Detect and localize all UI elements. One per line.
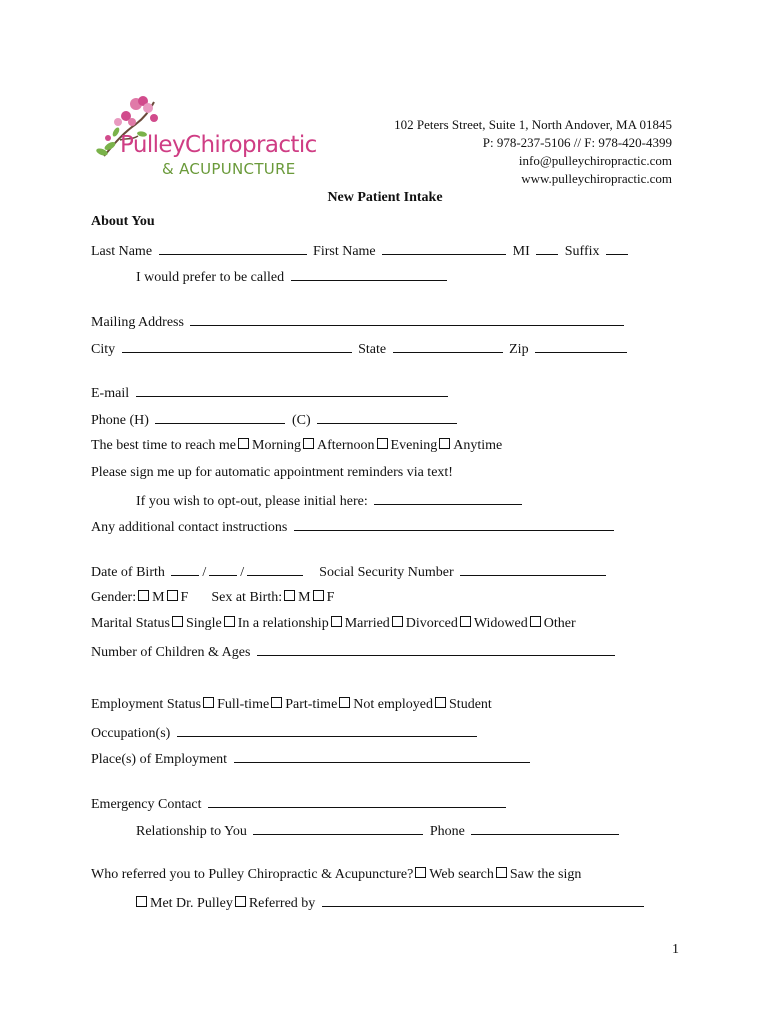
option-sex-f-label: F: [326, 590, 335, 605]
phone-cell-field[interactable]: [317, 411, 457, 424]
email-field[interactable]: [136, 384, 448, 397]
row-referral-2: [136, 894, 647, 912]
option-evening-label: Evening: [390, 438, 438, 453]
form-title: New Patient Intake: [327, 190, 443, 205]
zip-field[interactable]: [535, 340, 627, 353]
city-field[interactable]: [122, 340, 352, 353]
logo-name: PulleyChiropractic: [120, 132, 317, 158]
option-anytime-label: Anytime: [453, 438, 503, 453]
option-saw-sign-label: Saw the sign: [509, 867, 582, 882]
opt-out-initial-field[interactable]: [374, 492, 522, 505]
phone-home-field[interactable]: [155, 411, 285, 424]
checkbox-gender-m[interactable]: [138, 590, 149, 601]
checkbox-not-employed[interactable]: [339, 697, 350, 708]
mailing-address-field[interactable]: [190, 313, 624, 326]
option-full-time-label: Full-time: [217, 697, 270, 712]
ssn-field[interactable]: [460, 563, 606, 576]
option-single-label: Single: [185, 616, 222, 631]
opt-out-label: If you wish to opt-out, please initial here:: [136, 494, 368, 509]
referred-by-label: Referred by: [248, 896, 316, 911]
checkbox-sex-f[interactable]: [313, 590, 324, 601]
checkbox-sex-m[interactable]: [284, 590, 295, 601]
pulley-chiropractic-logo: [96, 94, 366, 184]
row-employment-status: [91, 697, 492, 713]
first-name-field[interactable]: [382, 242, 506, 255]
dob-day-field[interactable]: [209, 563, 237, 576]
page-number: 1: [672, 942, 679, 957]
additional-instructions-label: Any additional contact instructions: [91, 520, 288, 535]
dob-label: Date of Birth: [91, 565, 165, 580]
contact-block: [360, 116, 672, 188]
row-occupation: [91, 724, 480, 742]
checkbox-relationship[interactable]: [224, 616, 235, 627]
option-divorced-label: Divorced: [405, 616, 458, 631]
contact-address: 102 Peters Street, Suite 1, North Andover, MA 01845: [394, 117, 672, 132]
checkbox-married[interactable]: [331, 616, 342, 627]
contact-phone-fax: P: 978-237-5106 // F: 978-420-4399: [482, 135, 672, 150]
referral-label: Who referred you to Pulley Chiropractic & Acupuncture?: [91, 867, 414, 882]
marital-status-label: Marital Status: [91, 616, 170, 631]
gender-label: Gender:: [91, 590, 137, 605]
row-city-state-zip: [91, 340, 630, 358]
contact-email[interactable]: info@pulleychiropractic.com: [518, 153, 672, 168]
checkbox-student[interactable]: [435, 697, 446, 708]
reminders-text: Please sign me up for automatic appointment reminders via text!: [91, 465, 453, 480]
checkbox-web-search[interactable]: [415, 867, 426, 878]
mi-label: MI: [512, 244, 530, 259]
mailing-address-label: Mailing Address: [91, 315, 184, 330]
best-time-label: The best time to reach me: [91, 438, 236, 453]
last-name-label: Last Name: [91, 244, 153, 259]
state-field[interactable]: [393, 340, 503, 353]
row-opt-out: [136, 492, 525, 510]
option-met-dr-pulley-label: Met Dr. Pulley: [150, 896, 233, 911]
last-name-field[interactable]: [159, 242, 307, 255]
city-label: City: [91, 342, 116, 357]
occupation-field[interactable]: [177, 724, 477, 737]
checkbox-saw-sign[interactable]: [496, 867, 507, 878]
option-morning-label: Morning: [252, 438, 301, 453]
row-marital-status: [91, 616, 576, 632]
emergency-contact-label: Emergency Contact: [91, 797, 202, 812]
checkbox-anytime[interactable]: [439, 438, 450, 449]
checkbox-part-time[interactable]: [271, 697, 282, 708]
emergency-phone-label: Phone: [429, 824, 465, 839]
checkbox-gender-f[interactable]: [167, 590, 178, 601]
place-employment-label: Place(s) of Employment: [91, 752, 228, 767]
additional-instructions-field[interactable]: [294, 518, 614, 531]
option-web-search-label: Web search: [429, 867, 494, 882]
occupation-label: Occupation(s): [91, 726, 171, 741]
option-relationship-label: In a relationship: [237, 616, 329, 631]
checkbox-afternoon[interactable]: [303, 438, 314, 449]
dob-year-field[interactable]: [247, 563, 303, 576]
place-employment-field[interactable]: [234, 750, 530, 763]
option-afternoon-label: Afternoon: [317, 438, 375, 453]
first-name-label: First Name: [313, 244, 376, 259]
ssn-label: Social Security Number: [319, 565, 454, 580]
option-student-label: Student: [449, 697, 492, 712]
row-dob-ssn: Date of Birth / / Social Security Number: [91, 563, 609, 581]
option-widowed-label: Widowed: [473, 616, 528, 631]
option-gender-m-label: M: [152, 590, 165, 605]
emergency-contact-field[interactable]: [208, 795, 506, 808]
sex-at-birth-label: Sex at Birth:: [211, 590, 283, 605]
row-children: [91, 643, 618, 661]
mi-field[interactable]: [536, 242, 558, 255]
relationship-field[interactable]: [253, 822, 423, 835]
referred-by-field[interactable]: [322, 894, 644, 907]
phone-cell-label: (C): [291, 413, 311, 428]
row-email: [91, 384, 451, 402]
dob-month-field[interactable]: [171, 563, 199, 576]
checkbox-evening[interactable]: [377, 438, 388, 449]
preferred-name-label: I would prefer to be called: [136, 270, 285, 285]
option-not-employed-label: Not employed: [353, 697, 434, 712]
email-label: E-mail: [91, 386, 130, 401]
row-mailing-address: [91, 313, 627, 331]
state-label: State: [358, 342, 387, 357]
option-gender-f-label: F: [180, 590, 189, 605]
row-additional-instructions: [91, 518, 617, 536]
row-relationship: [136, 822, 622, 840]
row-place-employment: [91, 750, 533, 768]
row-emergency-contact: [91, 795, 509, 813]
logo-subtitle: & ACUPUNCTURE: [162, 160, 296, 178]
row-preferred-name: [136, 268, 450, 286]
employment-status-label: Employment Status: [91, 697, 202, 712]
zip-label: Zip: [509, 342, 529, 357]
suffix-field[interactable]: [606, 242, 628, 255]
suffix-label: Suffix: [564, 244, 600, 259]
checkbox-referred-by[interactable]: [235, 896, 246, 907]
checkbox-widowed[interactable]: [460, 616, 471, 627]
option-part-time-label: Part-time: [285, 697, 338, 712]
checkbox-divorced[interactable]: [392, 616, 403, 627]
row-referral: [91, 867, 581, 883]
contact-website[interactable]: www.pulleychiropractic.com: [521, 171, 672, 186]
checkbox-other[interactable]: [530, 616, 541, 627]
checkbox-full-time[interactable]: [203, 697, 214, 708]
checkbox-morning[interactable]: [238, 438, 249, 449]
row-name: [91, 242, 631, 260]
checkbox-single[interactable]: [172, 616, 183, 627]
children-field[interactable]: [257, 643, 615, 656]
row-phone: [91, 411, 460, 429]
preferred-name-field[interactable]: [291, 268, 447, 281]
checkbox-met-dr-pulley[interactable]: [136, 896, 147, 907]
row-gender: [91, 590, 334, 606]
children-label: Number of Children & Ages: [91, 645, 251, 660]
option-married-label: Married: [344, 616, 390, 631]
option-sex-m-label: M: [298, 590, 311, 605]
relationship-label: Relationship to You: [136, 824, 247, 839]
option-other-label: Other: [543, 616, 576, 631]
row-best-time: [91, 438, 502, 454]
emergency-phone-field[interactable]: [471, 822, 619, 835]
section-heading-about: About You: [91, 214, 155, 229]
phone-home-label: Phone (H): [91, 413, 149, 428]
